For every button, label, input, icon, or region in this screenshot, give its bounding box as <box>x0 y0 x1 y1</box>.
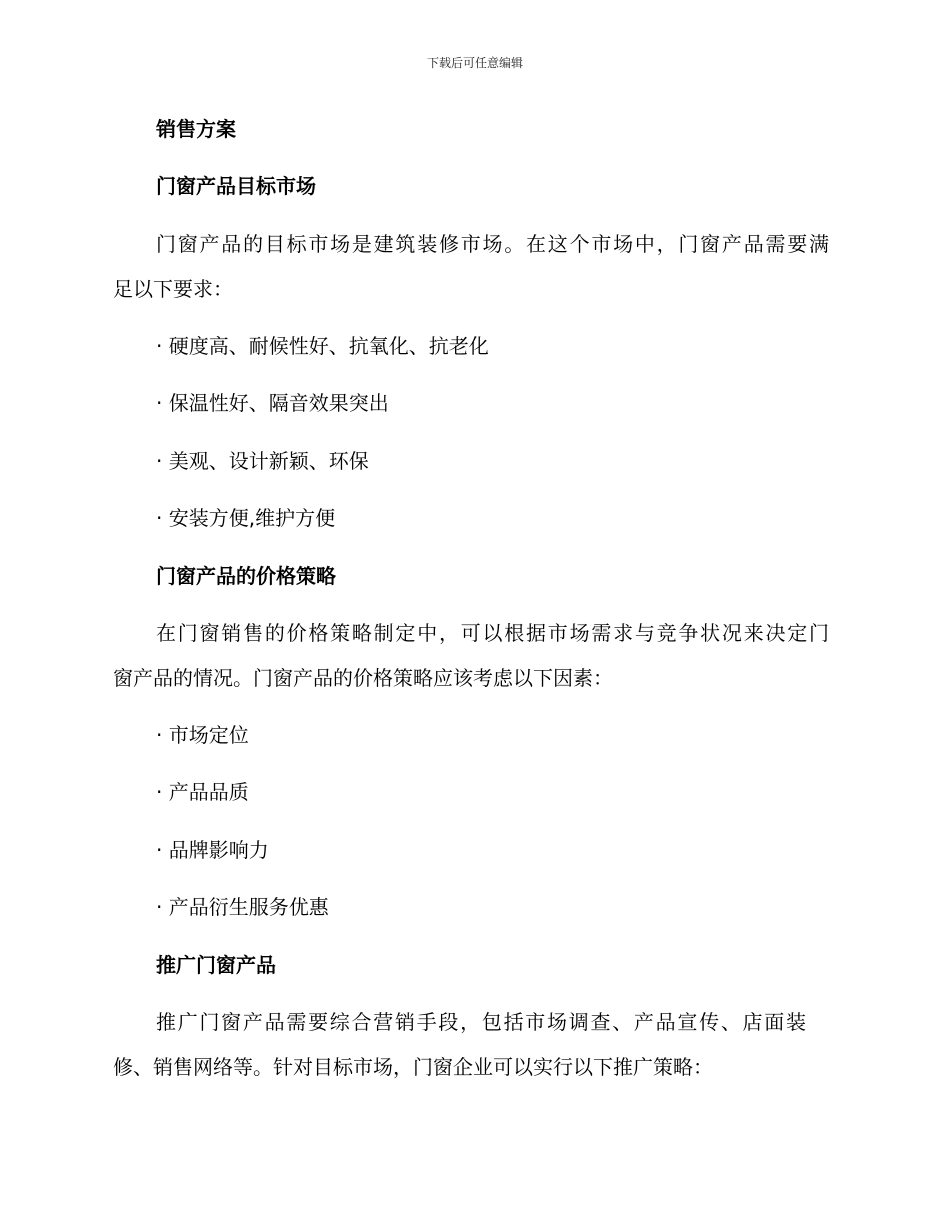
bullet-item: · 硬度高、耐候性好、抗氧化、抗老化 <box>156 334 489 358</box>
bullet-item: · 安装方便,维护方便 <box>156 506 336 530</box>
paragraph-line: 在门窗销售的价格策略制定中，可以根据市场需求与竞争状况来决定门 <box>156 621 829 645</box>
bullet-item: · 品牌影响力 <box>156 838 269 862</box>
bullet-item: · 美观、设计新颖、环保 <box>156 449 369 473</box>
paragraph-line: 门窗产品的目标市场是建筑装修市场。在这个市场中，门窗产品需要满 <box>156 232 829 256</box>
bullet-item: · 产品衍生服务优惠 <box>156 895 329 919</box>
paragraph-line: 窗产品的情况。门窗产品的价格策略应该考虑以下因素： <box>113 666 613 690</box>
section-heading-pricing: 门窗产品的价格策略 <box>156 564 336 588</box>
bullet-item: · 产品品质 <box>156 780 249 804</box>
document-title: 销售方案 <box>156 117 236 141</box>
section-heading-promotion: 推广门窗产品 <box>156 953 276 977</box>
section-heading-target-market: 门窗产品目标市场 <box>156 174 316 198</box>
paragraph-line: 修、销售网络等。针对目标市场，门窗企业可以实行以下推广策略： <box>113 1055 713 1079</box>
bullet-item: · 市场定位 <box>156 723 249 747</box>
paragraph-line: 推广门窗产品需要综合营销手段，包括市场调查、产品宣传、店面装 <box>156 1010 806 1034</box>
bullet-item: · 保温性好、隔音效果突出 <box>156 391 389 415</box>
page-header: 下载后可任意编辑 <box>426 56 523 70</box>
paragraph-line: 足以下要求： <box>113 277 233 301</box>
